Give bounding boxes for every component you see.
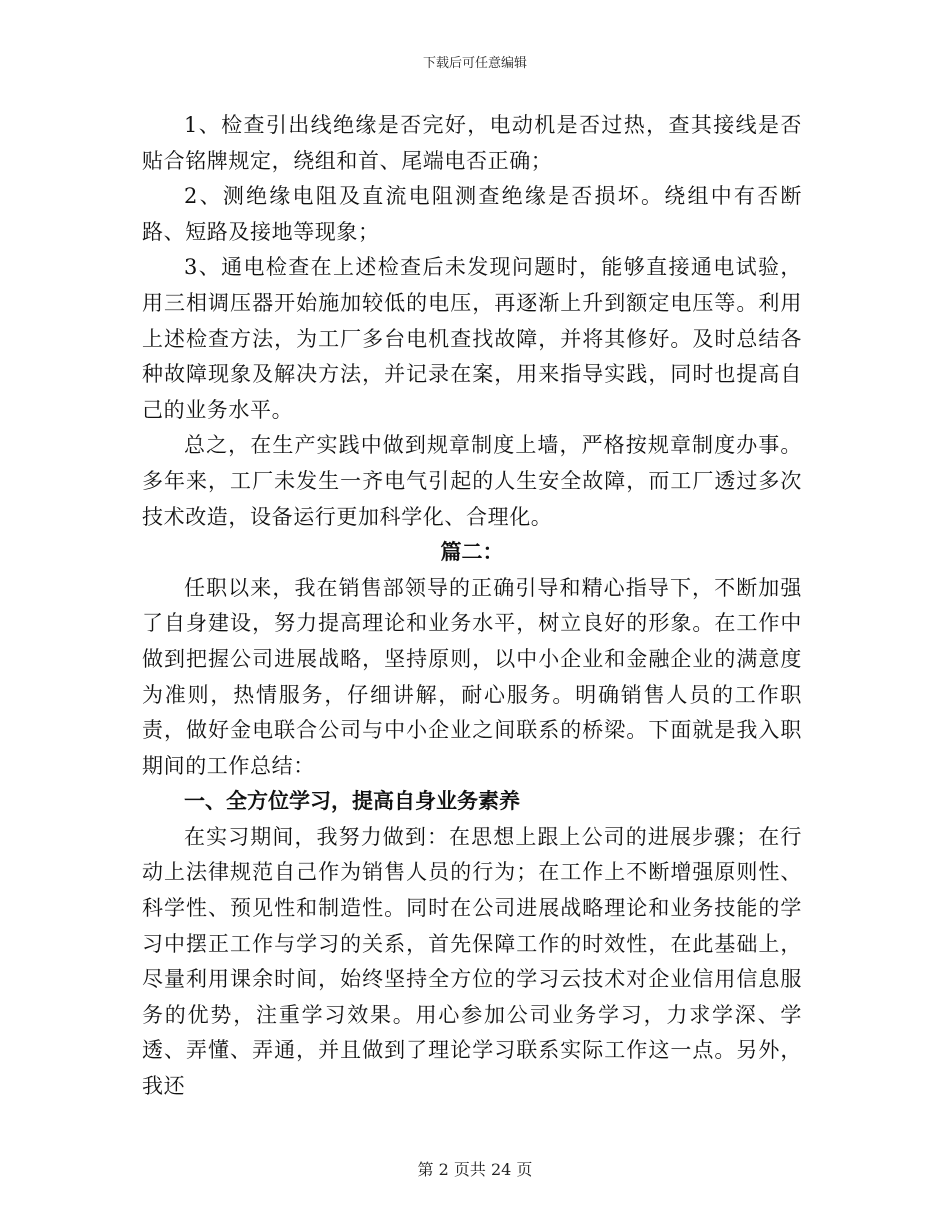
subsection-title: 一、全方位学习，提高自身业务素养 [184,789,520,814]
section-title: 篇二： [440,540,504,565]
paragraph-power-test: 3、通电检查在上述检查后未发现问题时，能够直接通电试验，用三相调压器开始施加较低的电压，再逐渐上升到额定电压等。利用上述检查方法，为工厂多台电机查找故障，并将其修好。及时总结各种故障现象及解决方法，并记录在案，用来指导实践，同时也提高自己的业务水平。 [142,255,802,422]
page-header: 下载后可任意编辑 [422,56,527,71]
page-footer: 第 2 页共 24 页 [417,1160,533,1179]
paragraph-study: 在实习期间，我努力做到：在思想上跟上公司的进展步骤；在行动上法律规范自己作为销售人员的行为；在工作上不断增强原则性、科学性、预见性和制造性。同时在公司进展战略理论和业务技能的学习中摆正工作与学习的关系，首先保障工作的时效性，在此基础上，尽量利用课余时间，始终坚持全方位的学习云技术对企业信用信息服务的优势，注重学习效果。用心参加公司业务学习，力求学深、学透、弄懂、弄通，并且做到了理论学习联系实际工作这一点。另外，我还 [142,824,802,1099]
paragraph-check-leads: 1、检查引出线绝缘是否完好，电动机是否过热，查其接线是否贴合铭牌规定，绕组和首、尾端电否正确； [142,113,802,173]
document-body [142,108,802,1105]
paragraph-intro: 任职以来，我在销售部领导的正确引导和精心指导下，不断加强了自身建设，努力提高理论和业务水平，树立良好的形象。在工作中做到把握公司进展战略，坚持原则，以中小企业和金融企业的满意度为准则，热情服务，仔细讲解，耐心服务。明确销售人员的工作职责，做好金电联合公司与中小企业之间联系的桥梁。下面就是我入职期间的工作总结： [142,575,802,778]
paragraph-summary: 总之，在生产实践中做到规章制度上墙，严格按规章制度办事。多年来，工厂未发生一齐电气引起的人生安全故障，而工厂透过多次技术改造，设备运行更加科学化、合理化。 [142,433,802,529]
paragraph-insulation-test: 2、测绝缘电阻及直流电阻测查绝缘是否损坏。绕组中有否断路、短路及接地等现象； [142,184,802,244]
